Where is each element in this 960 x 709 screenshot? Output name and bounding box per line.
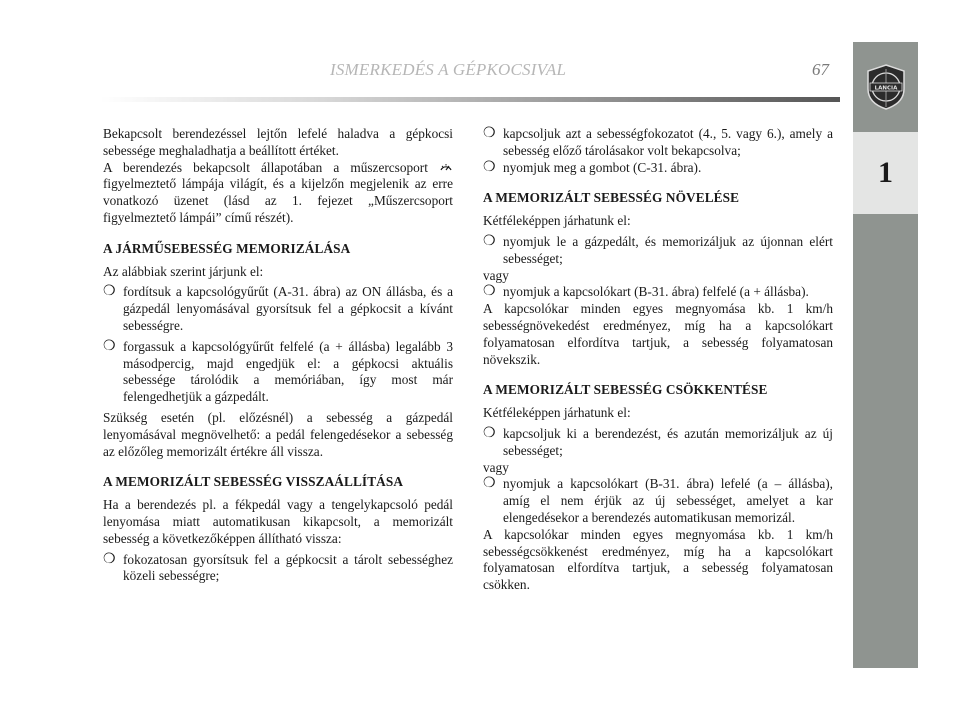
section-heading: A MEMORIZÁLT SEBESSÉG VISSZAÁLLÍTÁSA <box>103 474 404 490</box>
paragraph: Kétféleképpen járhatunk el: <box>483 213 631 229</box>
list-item: ❍ kapcsoljuk ki a berendezést, és azután memorizáljuk az új sebességet; <box>483 425 833 458</box>
left-column <box>103 126 453 585</box>
bullet-icon: ❍ <box>483 476 496 492</box>
bullet-icon: ❍ <box>483 233 496 249</box>
paragraph: A kapcsolókar minden egyes megnyomása kb. 1 km/h sebességnövekedést eredményez, míg ha a kapcsolókart folyamatosan elfordítva tartjuk, a sebesség folyamatosan növekszik. <box>483 301 833 367</box>
paragraph-warning-lamp: A berendezés bekapcsolt állapotában a műszercsoport figyelmeztető lámpája világít, és a kijelzőn megjelenik az erre vonatkozó üzenet (lásd az 1. fejezet „Műszercsoport figyelmeztető lámpái” című részét). <box>103 159 453 225</box>
list-item: ❍ nyomjuk le a gázpedált, és memorizáljuk az újonnan elért sebességet; <box>483 233 833 266</box>
page-header-title: ISMERKEDÉS A GÉPKOCSIVAL <box>330 60 567 79</box>
lancia-shield-icon <box>864 63 908 111</box>
section-heading: A MEMORIZÁLT SEBESSÉG CSÖKKENTÉSE <box>483 382 768 398</box>
list-item: ❍ fordítsuk a kapcsológyűrűt (A-31. ábra) az ON állásba, és a gázpedál lenyomásával gyorsítsuk fel a gépkocsit a kívánt sebességre. <box>103 284 453 333</box>
paragraph: Szükség esetén (pl. előzésnél) a sebesség a gázpedál lenyomásával megnövelhető: a pedál felengedésekor a sebesség az előzőleg memorizált értékre áll vissza. <box>103 409 453 459</box>
bullet-icon: ❍ <box>103 551 116 567</box>
conjunction-text: vagy <box>483 267 509 283</box>
logo-text: LANCIA <box>874 85 897 92</box>
bullet-icon: ❍ <box>483 159 496 175</box>
paragraph: Az alábbiak szerint járjunk el: <box>103 263 264 279</box>
cruise-control-icon <box>439 160 453 177</box>
paragraph: Kétféleképpen járhatunk el: <box>483 405 631 421</box>
bullet-icon: ❍ <box>483 425 496 441</box>
bullet-icon: ❍ <box>103 338 116 354</box>
list-item: ❍ nyomjuk a kapcsolókart (B-31. ábra) felfelé (a + állásba). <box>483 284 809 300</box>
lancia-logo <box>853 42 918 132</box>
header-divider <box>100 97 840 102</box>
list-item: ❍ nyomjuk meg a gombot (C-31. ábra). <box>483 159 702 175</box>
section-heading: A JÁRMŰSEBESSÉG MEMORIZÁLÁSA <box>103 240 351 256</box>
bullet-icon: ❍ <box>103 284 116 300</box>
section-heading: A MEMORIZÁLT SEBESSÉG NÖVELÉSE <box>483 190 740 206</box>
conjunction-text: vagy <box>483 459 509 475</box>
list-item: ❍ fokozatosan gyorsítsuk fel a gépkocsit a tárolt sebességhez közeli sebességre; <box>103 551 453 584</box>
page-number: 67 <box>812 60 829 79</box>
paragraph: Bekapcsolt berendezéssel lejtőn lefelé haladva a gépkocsi sebessége meghaladhatja a beállított értéket. <box>103 126 453 158</box>
bullet-icon: ❍ <box>483 126 496 141</box>
list-item: ❍ forgassuk a kapcsológyűrűt felfelé (a + állásba) legalább 3 másodpercig, majd engedjük el: a gépkocsi aktuális sebessége tárolódik a memóriában, így most már felengedhetjük a gázpedált. <box>103 338 453 405</box>
list-item: ❍ kapcsoljuk azt a sebességfokozatot (4., 5. vagy 6.), amely a sebesség előző tárolásakor volt bekapcsolva; <box>483 126 833 158</box>
paragraph: Ha a berendezés pl. a fékpedál vagy a tengelykapcsoló pedál lenyomása miatt automatikusan kikapcsolt, a memorizált sebesség a következőképpen állítható vissza: <box>103 497 453 546</box>
chapter-side-tab <box>853 42 918 668</box>
paragraph: A kapcsolókar minden egyes megnyomása kb. 1 km/h sebességcsökkenést eredményez, míg ha a kapcsolókart folyamatosan elfordítva tartjuk, a sebesség folyamatosan csökken. <box>483 526 833 593</box>
right-column <box>483 126 833 594</box>
list-item: ❍ nyomjuk a kapcsolókart (B-31. ábra) lefelé (a – állásba), amíg el nem érjük az új sebességet, amelyet a kar elengedésekor a berendezés automatikusan memorizál. <box>483 476 833 525</box>
bullet-icon: ❍ <box>483 284 496 300</box>
chapter-number: 1 <box>853 132 918 214</box>
